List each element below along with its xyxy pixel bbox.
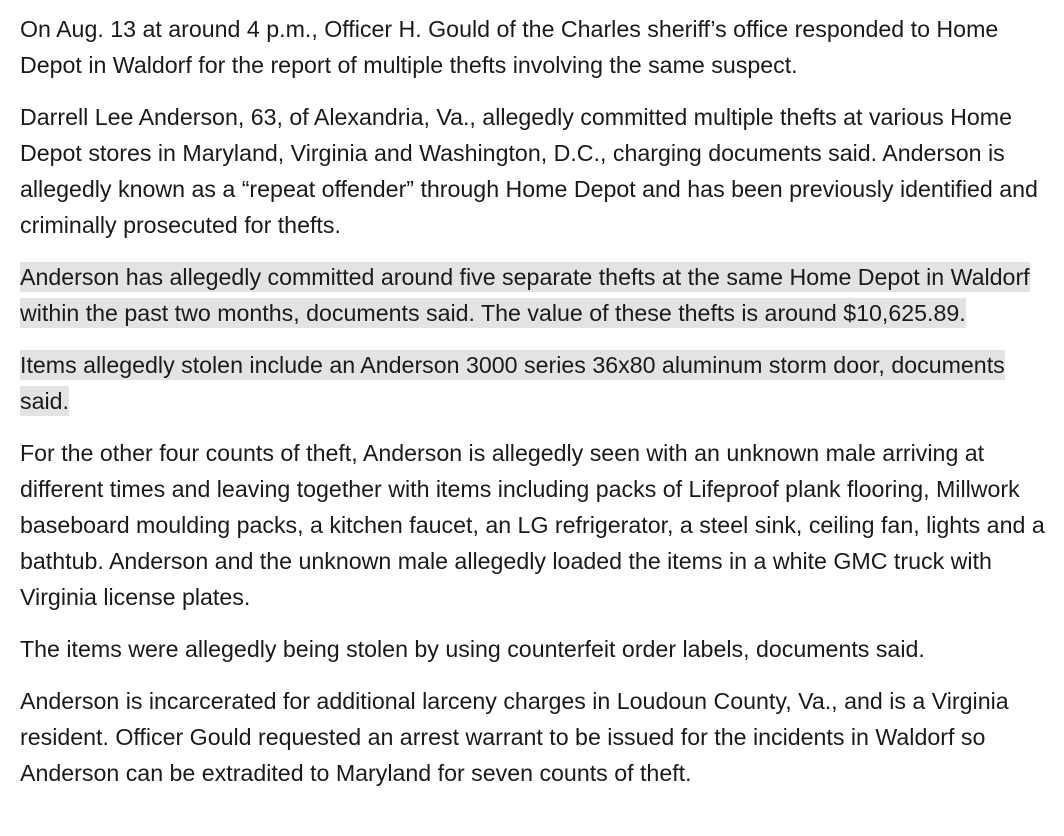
paragraph-6 bbox=[20, 631, 1060, 667]
paragraph-6-text: The items were allegedly being stolen by using counterfeit order labels, documents said. bbox=[20, 636, 925, 662]
paragraph-5 bbox=[20, 435, 1060, 615]
paragraph-2 bbox=[20, 99, 1060, 243]
paragraph-1 bbox=[20, 11, 1060, 83]
article-body bbox=[20, 11, 1060, 807]
paragraph-7 bbox=[20, 683, 1060, 791]
paragraph-2-text: Darrell Lee Anderson, 63, of Alexandria, Va., allegedly committed multiple thefts at various Home Depot stores in Maryland, Virginia and Washington, D.C., charging documents said. Anderson is allegedly known as a “repeat offender” through Home Depot and has been previously identified and criminally prosecuted for thefts. bbox=[20, 104, 1038, 238]
paragraph-5-text: For the other four counts of theft, Anderson is allegedly seen with an unknown male arriving at different times and leaving together with items including packs of Lifeproof plank flooring, Millwork baseboard moulding packs, a kitchen faucet, an LG refrigerator, a steel sink, ceiling fan, lights and a bathtub. Anderson and the unknown male allegedly loaded the items in a white GMC truck with Virginia license plates. bbox=[20, 440, 1045, 610]
paragraph-4 bbox=[20, 347, 1060, 419]
paragraph-3 bbox=[20, 259, 1060, 331]
paragraph-3-text-highlighted: Anderson has allegedly committed around five separate thefts at the same Home Depot in Waldorf within the past two months, documents said. The value of these thefts is around $10,625.89. bbox=[20, 264, 1030, 326]
paragraph-4-text-highlighted: Items allegedly stolen include an Anderson 3000 series 36x80 aluminum storm door, documents said. bbox=[20, 352, 1005, 414]
paragraph-1-text: On Aug. 13 at around 4 p.m., Officer H. Gould of the Charles sheriff’s office responded to Home Depot in Waldorf for the report of multiple thefts involving the same suspect. bbox=[20, 16, 999, 78]
paragraph-7-text: Anderson is incarcerated for additional larceny charges in Loudoun County, Va., and is a Virginia resident. Officer Gould requested an arrest warrant to be issued for the incidents in Waldorf so Anderson can be extradited to Maryland for seven counts of theft. bbox=[20, 688, 1009, 786]
